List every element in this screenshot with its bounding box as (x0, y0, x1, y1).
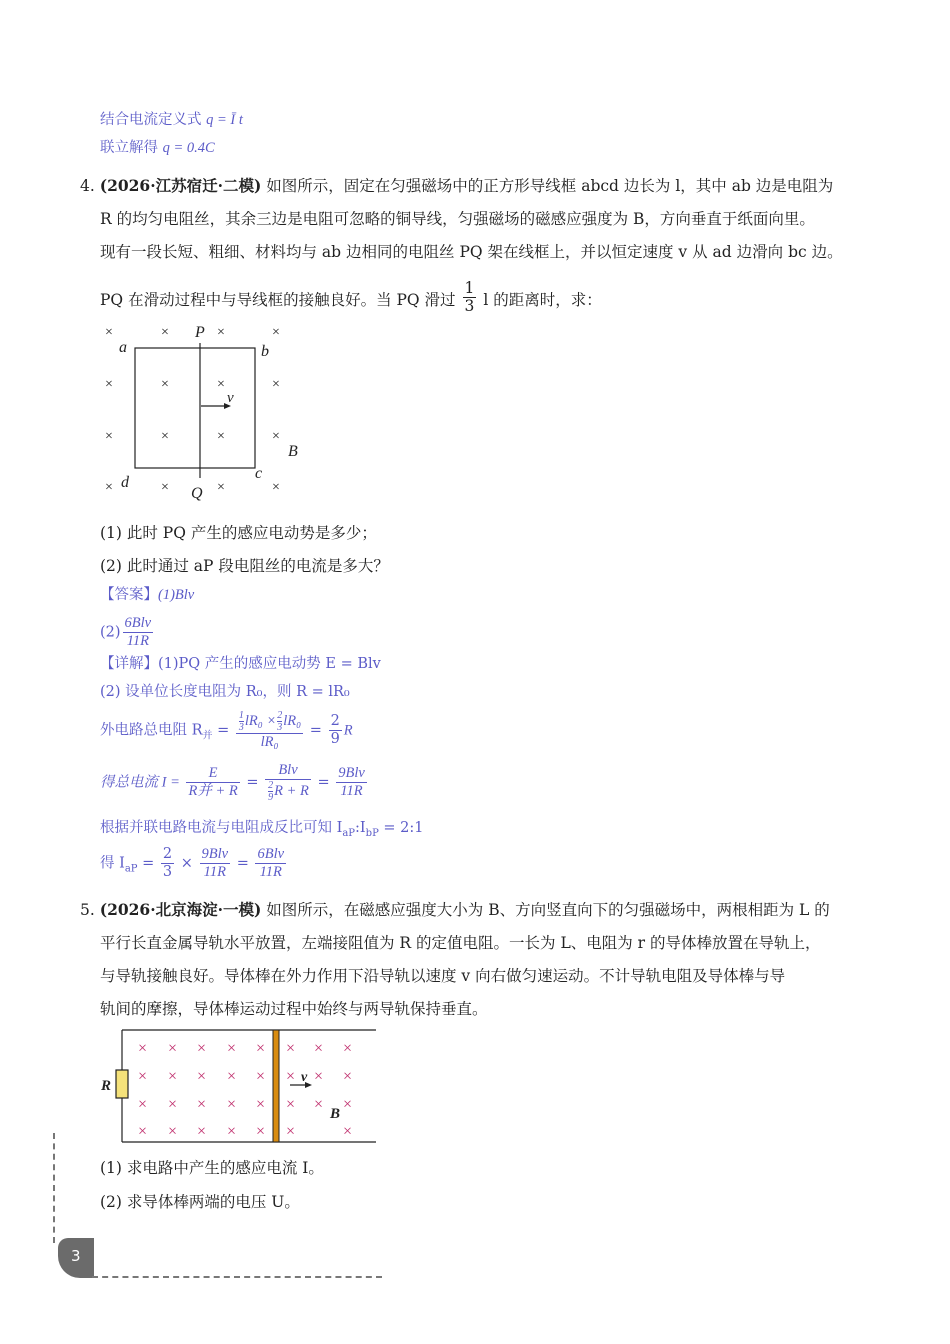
resistor (116, 1070, 128, 1098)
sub-question: (1) 此时 PQ 产生的感应电动势是多少； (100, 524, 377, 542)
detail-line: 得 $I_{aP}$ = $\frac{2}{3}$ × $\frac{\text{9Blv}}{11R}$ = $\frac{\text{6Blv}}{11R}$ (100, 846, 285, 880)
page-border-dashed (53, 1133, 55, 1243)
label-c: c (255, 465, 263, 482)
page-border-dashed (92, 1276, 382, 1278)
svg-text:×: × (256, 1123, 266, 1140)
detail-line: 外电路总电阻 $R_并$ = $\frac{1}{3}$ lR₀ × $\frac{2}{3}$ lR₀ lR₀ = $\frac{2}{9}$ R (100, 710, 353, 750)
svg-text:×: × (314, 1068, 324, 1085)
label-B: B (288, 443, 298, 460)
svg-text:×: × (227, 1040, 237, 1057)
svg-text:×: × (161, 325, 169, 340)
svg-text:×: × (168, 1123, 178, 1140)
question-5-line: 平行长直金属导轨水平放置，左端接阻值为 R 的定值电阻。一长为 L、电阻为 r 的导体棒放置在导轨上， (100, 934, 821, 952)
answer-line: 【答案】(1)Blv (100, 587, 195, 603)
svg-text:×: × (168, 1040, 178, 1057)
svg-text:×: × (138, 1123, 148, 1140)
label-v: v (301, 1070, 308, 1085)
svg-text:×: × (138, 1096, 148, 1113)
solution-line: 联立解得 q = 0.4C (100, 140, 215, 156)
question-number: 5. (80, 901, 95, 919)
svg-text:×: × (217, 480, 225, 495)
square-frame-figure (95, 318, 320, 508)
detail-line: 得总电流 I = $\frac{E}{\text{R并 + R}}$ = Blv $\frac{2}{9}$ R + R = $\frac{\text{9Blv}}{11R}$ (100, 762, 365, 803)
question-source: (2026·江苏宿迁·二模) (99, 176, 262, 195)
question-5-line: 轨间的摩擦，导体棒运动过程中始终与两导轨保持垂直。 (100, 1000, 488, 1018)
label-B: B (330, 1106, 341, 1122)
svg-text:×: × (197, 1096, 207, 1113)
svg-text:×: × (105, 429, 113, 444)
sub-question: (1) 求电路中产生的感应电流 I。 (100, 1159, 324, 1177)
question-5-line: 与导轨接触良好。导体棒在外力作用下沿导轨以速度 v 向右做匀速运动。不计导轨电阻及导体棒与导 (100, 967, 786, 985)
question-4-line: 现有一段长短、粗细、材料均与 ab 边相同的电阻丝 PQ 架在线框上，并以恒定速度 v 从 ad 边滑向 bc 边。 (100, 243, 843, 261)
svg-text:×: × (217, 377, 225, 392)
detail-line: (2) 设单位长度电阻为 R₀，则 R = lR₀ (100, 684, 350, 700)
sub-question: (2) 此时通过 aP 段电阻丝的电流是多大？ (100, 557, 389, 575)
svg-text:×: × (161, 429, 169, 444)
page-number: 3 (58, 1238, 94, 1278)
label-R: R (101, 1078, 112, 1094)
svg-text:×: × (105, 480, 113, 495)
label-a: a (119, 339, 127, 356)
detail-line: 【详解】(1)PQ 产生的感应电动势 E = Blv (100, 656, 381, 672)
svg-text:×: × (197, 1040, 207, 1057)
svg-text:×: × (227, 1123, 237, 1140)
svg-text:×: × (272, 480, 280, 495)
svg-text:×: × (138, 1068, 148, 1085)
svg-text:×: × (343, 1096, 353, 1113)
svg-text:×: × (227, 1068, 237, 1085)
solution-line: 结合电流定义式 q = Ī t (100, 112, 243, 128)
detail-tag: 【详解】 (100, 656, 158, 672)
svg-text:×: × (343, 1123, 353, 1140)
svg-text:×: × (272, 429, 280, 444)
conductor-rod (273, 1030, 279, 1142)
svg-text:×: × (286, 1096, 296, 1113)
svg-text:×: × (256, 1040, 266, 1057)
svg-text:×: × (161, 480, 169, 495)
svg-text:×: × (168, 1068, 178, 1085)
question-4-line: R 的均匀电阻丝，其余三边是电阻可忽略的铜导线，匀强磁场的磁感应强度为 B，方向垂直于纸面向里。 (100, 210, 815, 228)
label-Q: Q (191, 485, 203, 502)
question-source: (2026·北京海淀·一模) (99, 900, 262, 919)
svg-text:×: × (217, 429, 225, 444)
svg-text:×: × (105, 377, 113, 392)
svg-text:×: × (343, 1068, 353, 1085)
svg-text:×: × (138, 1040, 148, 1057)
svg-text:×: × (272, 325, 280, 340)
svg-text:×: × (286, 1123, 296, 1140)
answer-line: (2) $\frac{\text{6Blv}}{11R}$ (100, 615, 152, 649)
label-v: v (227, 390, 234, 406)
question-number: 4. (80, 177, 95, 195)
svg-text:×: × (286, 1068, 296, 1085)
question-4-line: 4. (2026·江苏宿迁·二模) 如图所示，固定在匀强磁场中的正方形导线框 abcd 边长为 l，其中 ab 边是电阻为 (80, 176, 834, 195)
svg-text:×: × (272, 377, 280, 392)
detail-line: 根据并联电路电流与电阻成反比可知 $I_{aP}:I_{bP}$ = 2:1 (100, 820, 424, 839)
svg-text:×: × (105, 325, 113, 340)
label-b: b (261, 343, 269, 360)
svg-text:×: × (314, 1040, 324, 1057)
svg-text:×: × (314, 1096, 324, 1113)
svg-text:×: × (161, 377, 169, 392)
svg-text:×: × (286, 1040, 296, 1057)
svg-text:×: × (217, 325, 225, 340)
answer-tag: 【答案】 (100, 587, 158, 603)
svg-text:×: × (227, 1096, 237, 1113)
svg-text:×: × (256, 1068, 266, 1085)
svg-text:×: × (197, 1068, 207, 1085)
svg-text:×: × (197, 1123, 207, 1140)
question-4-line: PQ 在滑动过程中与导线框的接触良好。当 PQ 滑过 $\frac{1}{3}$ l 的距离时，求： (100, 279, 602, 315)
question-5-line: 5. (2026·北京海淀·一模) 如图所示，在磁感应强度大小为 B、方向竖直向下的匀强磁场中，两根相距为 L 的 (80, 900, 830, 919)
svg-text:×: × (256, 1096, 266, 1113)
sub-question: (2) 求导体棒两端的电压 U。 (100, 1193, 300, 1211)
label-d: d (121, 474, 129, 491)
svg-text:×: × (168, 1096, 178, 1113)
label-P: P (195, 324, 205, 341)
rail-rod-figure (98, 1026, 380, 1146)
svg-text:×: × (343, 1040, 353, 1057)
